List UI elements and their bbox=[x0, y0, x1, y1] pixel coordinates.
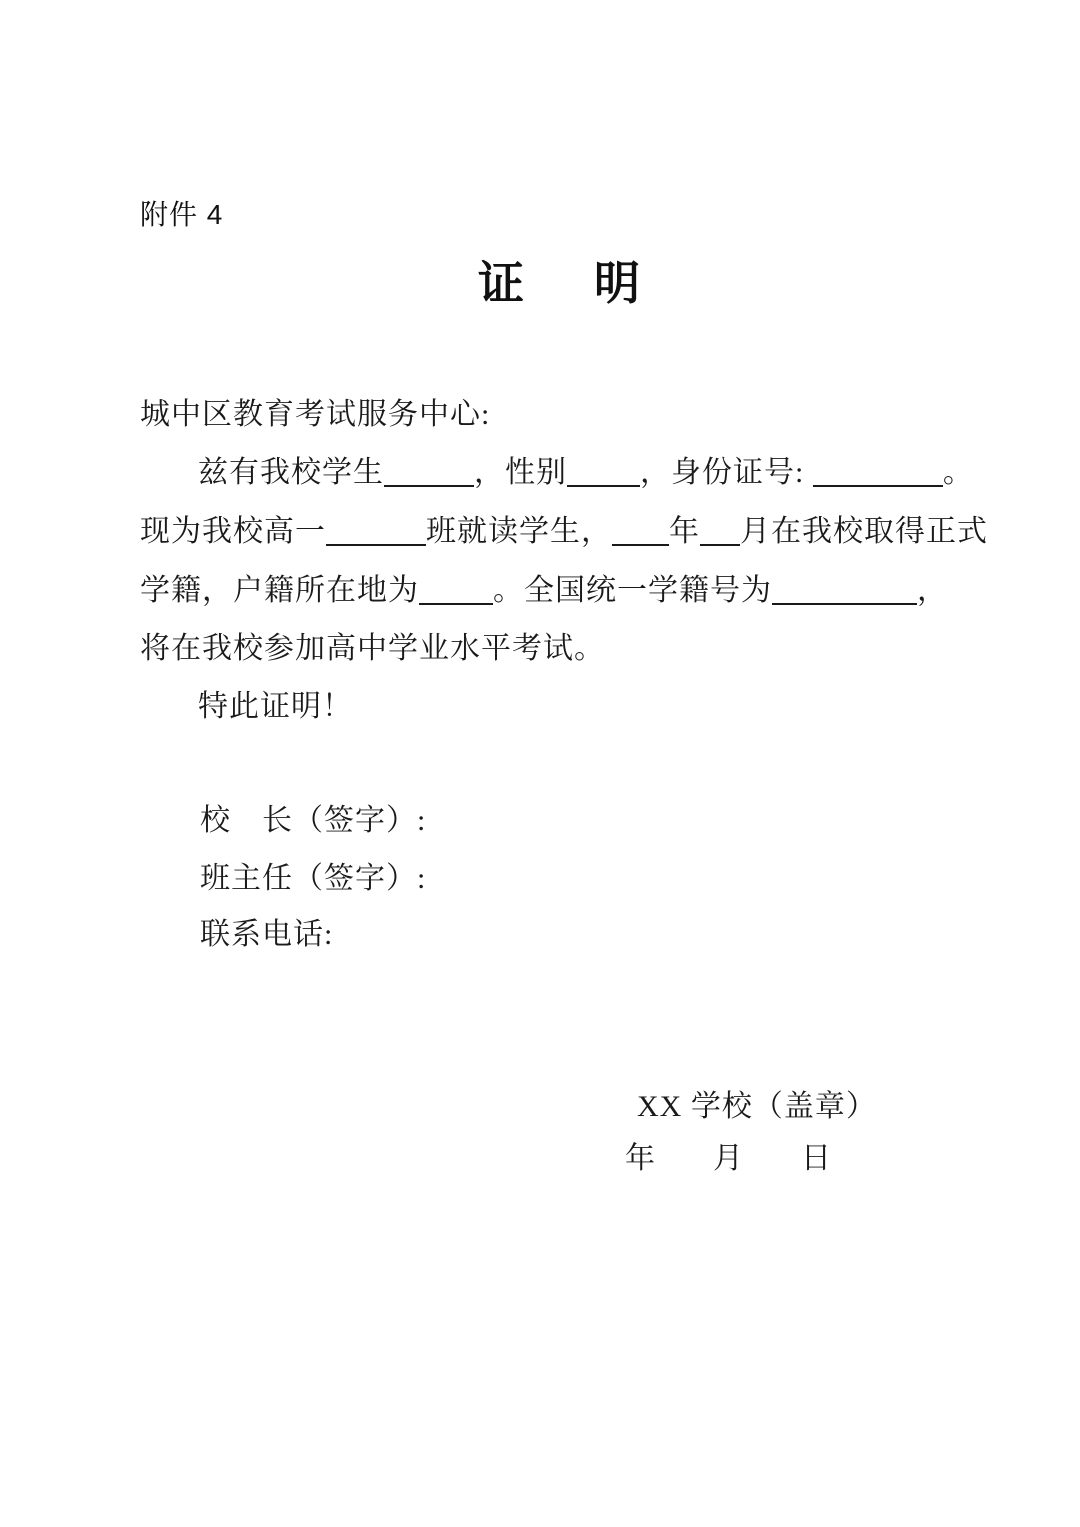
blank-student-id bbox=[772, 598, 917, 605]
blank-year bbox=[612, 539, 669, 546]
body-line-4: 将在我校参加高中学业水平考试。 bbox=[140, 632, 605, 665]
body-line-1-text-a: 兹有我校学生 bbox=[198, 456, 384, 489]
signature-principal: 校 长（签字）: bbox=[200, 804, 427, 837]
body-line-3-text-b: 。全国统一学籍号为 bbox=[493, 574, 772, 607]
blank-class bbox=[326, 539, 426, 546]
date-line bbox=[625, 1142, 832, 1177]
document-title: 证 明 bbox=[478, 258, 652, 309]
blank-residence bbox=[419, 598, 493, 605]
body-line-1-text-b: ，性别 bbox=[474, 456, 567, 489]
blank-gender bbox=[567, 480, 640, 487]
blank-month bbox=[700, 539, 740, 546]
body-line-3-text-a: 学籍，户籍所在地为 bbox=[140, 574, 419, 607]
school-seal-line: XX 学校（盖章） bbox=[637, 1090, 877, 1123]
body-line-1-text-c: ，身份证号: bbox=[640, 456, 813, 489]
body-line-3 bbox=[140, 574, 948, 609]
attachment-label: 附件 4 bbox=[140, 199, 224, 230]
date-year-label: 年 bbox=[625, 1142, 656, 1175]
body-line-2-text-a: 现为我校高一 bbox=[140, 515, 326, 548]
blank-student-name bbox=[384, 480, 474, 487]
body-line-2 bbox=[140, 515, 988, 550]
body-line-2-text-c: 年 bbox=[669, 515, 700, 548]
date-day-label: 日 bbox=[801, 1142, 832, 1175]
contact-phone-label: 联系电话: bbox=[200, 918, 334, 951]
closing-line: 特此证明！ bbox=[198, 690, 353, 723]
body-line-2-text-b: 班就读学生， bbox=[426, 515, 612, 548]
salutation: 城中区教育考试服务中心: bbox=[140, 398, 491, 431]
body-line-1 bbox=[140, 456, 974, 491]
signature-class-teacher: 班主任（签字）: bbox=[200, 862, 427, 895]
body-line-3-text-c: ， bbox=[917, 574, 948, 607]
body-line-2-text-d: 月在我校取得正式 bbox=[740, 515, 988, 548]
date-month-label: 月 bbox=[713, 1142, 744, 1175]
blank-id-number bbox=[813, 480, 943, 487]
body-line-1-text-d: 。 bbox=[942, 456, 974, 489]
